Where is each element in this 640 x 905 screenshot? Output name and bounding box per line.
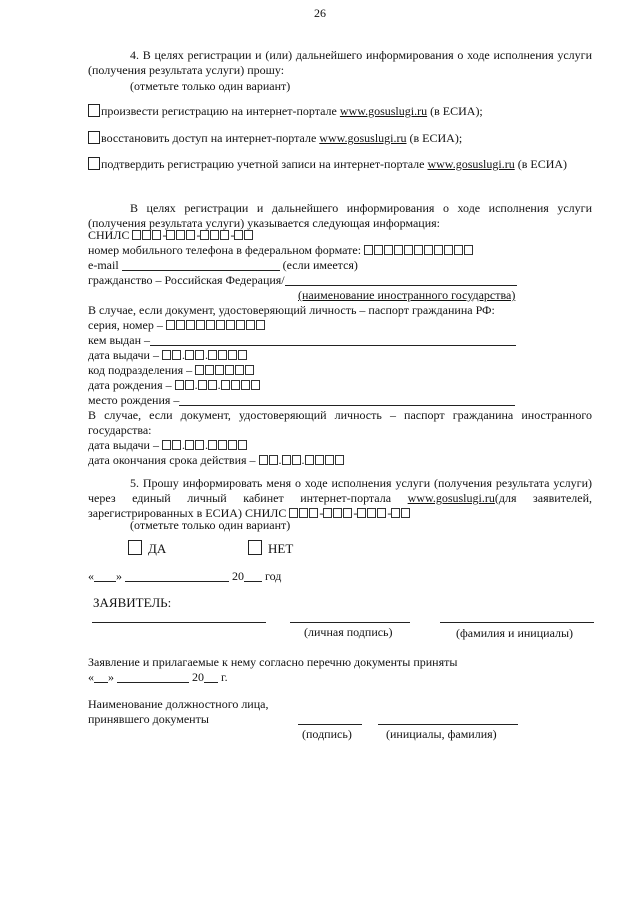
section5-note: (отметьте только один вариант) [130,518,291,532]
phone-cells[interactable] [364,243,474,257]
page-number: 26 [314,6,326,20]
year-field[interactable] [244,581,262,582]
acceptance-date: « » 20 г. [88,670,228,684]
day-field[interactable] [94,682,108,683]
citizenship-note: (наименование иностранного государства) [298,288,516,302]
gosuslugi-link[interactable]: www.gosuslugi.ru [427,157,515,171]
foreign-passport-title: В случае, если документ, удостоверяющий личность – паспорт гражданина иностранного государства: [88,408,592,437]
option-yes[interactable]: ДА [128,540,166,556]
citizenship-row: гражданство – Российская Федерация/ [88,273,517,288]
dept-code-cells[interactable] [195,363,255,377]
section4-intro: 4. В целях регистрации и (или) дальнейшего информирования о ходе исполнения услуги (получения результата услуги) прошу: [88,48,592,77]
email-row: e-mail (если имеется) [88,258,358,272]
issued-by-row: кем выдан – [88,333,516,348]
expiry-cells[interactable]: . . [259,453,345,467]
day-field[interactable] [94,581,116,582]
checkbox[interactable] [88,157,100,170]
gosuslugi-link[interactable]: www.gosuslugi.ru [319,131,407,145]
official-label-1: Наименование должностного лица, [88,697,269,711]
month-field[interactable] [117,682,189,683]
date-line: « » 20 год [88,569,282,583]
signature-caption: (личная подпись) [304,625,393,639]
section5-snils-cells[interactable]: - - - [289,506,411,520]
phone-row: номер мобильного телефона в федеральном формате: [88,243,474,258]
official-name-caption: (инициалы, фамилия) [386,727,497,741]
official-label-2: принявшего документы [88,712,209,726]
applicant-name-line[interactable] [440,622,594,623]
gosuslugi-link[interactable]: www.gosuslugi.ru [339,104,428,118]
name-caption: (фамилия и инициалы) [456,626,574,640]
checkbox[interactable] [88,131,100,144]
option-confirm[interactable]: подтвердить регистрацию учетной записи на интернет-портале www.gosuslugi.ru (в ЕСИА) [88,157,594,172]
checkbox[interactable] [88,104,100,117]
official-signature-caption: (подпись) [302,727,352,741]
applicant-signature-line[interactable] [290,622,410,623]
foreign-issue-date-row: дата выдачи – . . [88,438,248,453]
birth-place-field[interactable] [179,405,515,406]
option-register[interactable]: произвести регистрацию на интернет-портале www.gosuslugi.ru (в ЕСИА); [88,104,483,119]
checkbox[interactable] [128,540,142,555]
section4-note: (отметьте только один вариант) [130,79,291,93]
acceptance-text: Заявление и прилагаемые к нему согласно перечню документы приняты [88,655,458,669]
birth-date-row: дата рождения – . . [88,378,261,393]
foreign-issue-date-cells[interactable]: . . [162,438,248,452]
series-cells[interactable] [166,318,266,332]
birth-place-row: место рождения – [88,393,515,408]
email-field[interactable] [122,270,280,271]
expiry-row: дата окончания срока действия – . . [88,453,345,468]
dept-code-row: код подразделения – [88,363,255,378]
issue-date-row: дата выдачи – . . [88,348,248,363]
gosuslugi-link[interactable]: www.gosuslugi.ru [407,491,495,505]
issued-by-field[interactable] [150,345,516,346]
foreign-country-field[interactable] [285,285,517,286]
issue-date-cells[interactable]: . . [162,348,248,362]
series-row: серия, номер – [88,318,266,333]
snils-cells[interactable]: - - - [132,228,254,242]
applicant-extra-line[interactable] [92,622,266,623]
snils-row: СНИЛС - - - [88,228,254,243]
year-field[interactable] [204,682,218,683]
applicant-label: ЗАЯВИТЕЛЬ: [93,595,172,610]
birth-date-cells[interactable]: . . [175,378,261,392]
official-signature-line[interactable] [298,724,362,725]
checkbox[interactable] [248,540,262,555]
section5-text: 5. Прошу информировать меня о ходе исполнения услуги (получения результата услуги) через единый личный кабинет интернет-портала www.gosuslugi.ru(для заявителей, зарегистрированных в ЕСИА) СНИЛС - - - [88,476,593,520]
option-restore[interactable]: восстановить доступ на интернет-портале www.gosuslugi.ru (в ЕСИА); [88,131,462,146]
option-no[interactable]: НЕТ [248,540,293,556]
rf-passport-title: В случае, если документ, удостоверяющий личность – паспорт гражданина РФ: [88,303,495,317]
official-name-line[interactable] [378,724,518,725]
month-field[interactable] [125,581,229,582]
info-intro: В целях регистрации и дальнейшего информирования о ходе исполнения услуги (получения результата услуги) указывается следующая информация: [88,201,592,230]
